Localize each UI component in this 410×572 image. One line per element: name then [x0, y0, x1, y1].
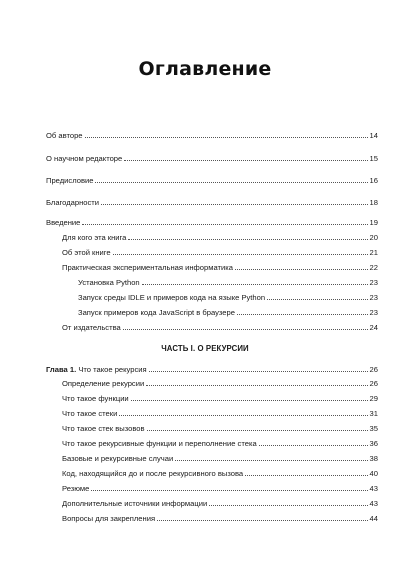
toc-entry-label: Что такое функции	[62, 394, 129, 403]
toc-entry-label: Что такое стек вызовов	[62, 424, 145, 433]
toc-entry-label: Что такое стеки	[62, 409, 118, 418]
dot-leader	[124, 160, 367, 161]
toc-entry-page: 31	[369, 409, 378, 418]
dot-leader	[157, 520, 367, 521]
dot-leader	[95, 182, 367, 183]
toc-entry	[62, 467, 378, 478]
dot-leader	[149, 371, 368, 372]
chapter-prefix: Глава 1.	[46, 365, 77, 374]
dot-leader	[147, 430, 368, 431]
toc-entry	[78, 291, 378, 302]
toc-entry-label: От издательства	[62, 323, 121, 332]
toc-entry-label: Предисловие	[46, 176, 94, 185]
dot-leader	[259, 445, 368, 446]
toc-entry	[78, 276, 378, 287]
dot-leader	[142, 284, 368, 285]
toc-entry	[78, 306, 378, 317]
dot-leader	[146, 385, 367, 386]
dot-leader	[119, 415, 367, 416]
toc-entry-page: 23	[369, 278, 378, 287]
toc-entry-label: Практическая экспериментальная информатика	[62, 263, 233, 272]
toc-entry-page: 22	[369, 263, 378, 272]
toc-entry	[62, 377, 378, 388]
toc-entry-label: Базовые и рекурсивные случаи	[62, 454, 174, 463]
toc-entry-page: 21	[369, 248, 378, 257]
toc-entry-page: 26	[369, 379, 378, 388]
toc-entry-page: 24	[369, 323, 378, 332]
toc-entry-page: 43	[369, 499, 378, 508]
toc-entry	[46, 174, 378, 185]
toc-entry-page: 36	[369, 439, 378, 448]
toc-entry-page: 44	[369, 514, 378, 523]
toc-entry-label: Об этой книге	[62, 248, 111, 257]
toc-entry	[62, 437, 378, 448]
toc-entry	[62, 407, 378, 418]
toc-entry-page: 43	[369, 484, 378, 493]
toc-entry	[62, 231, 378, 242]
toc-entry-label: Об авторе	[46, 131, 83, 140]
toc-entry	[46, 216, 378, 227]
toc-entry	[62, 261, 378, 272]
dot-leader	[175, 460, 367, 461]
toc-entry	[62, 321, 378, 332]
dot-leader	[91, 490, 367, 491]
toc-entry-page: 40	[369, 469, 378, 478]
part-header: ЧАСТЬ I. О РЕКУРСИИ	[161, 344, 249, 353]
toc-entry-page: 23	[369, 293, 378, 302]
toc-entry-label: Запуск среды IDLE и примеров кода на языке Python	[78, 293, 266, 302]
dot-leader	[209, 505, 367, 506]
toc-entry-label: Введение	[46, 218, 81, 227]
dot-leader	[131, 400, 368, 401]
toc-chapter-label	[46, 365, 147, 374]
dot-leader	[82, 224, 367, 225]
dot-leader	[113, 254, 368, 255]
toc-entry-page: 38	[369, 454, 378, 463]
toc-entry-label: Благодарности	[46, 198, 100, 207]
chapter-title: Что такое рекурсия	[76, 365, 147, 374]
toc-entry-label: Резюме	[62, 484, 90, 493]
toc-entry	[62, 246, 378, 257]
toc-entry-label: Вопросы для закрепления	[62, 514, 156, 523]
toc-entry	[62, 512, 378, 523]
toc-entry	[62, 482, 378, 493]
dot-leader	[267, 299, 367, 300]
toc-entry	[62, 497, 378, 508]
toc-entry-label: О научном редакторе	[46, 154, 123, 163]
dot-leader	[101, 204, 368, 205]
toc-entry-label: Дополнительные источники информации	[62, 499, 208, 508]
toc-chapter-entry	[46, 363, 378, 374]
toc-entry-label: Для кого эта книга	[62, 233, 127, 242]
toc-entry-page: 18	[369, 198, 378, 207]
dot-leader	[85, 137, 368, 138]
toc-entry-label: Установка Python	[78, 278, 140, 287]
dot-leader	[123, 329, 368, 330]
toc-entry	[62, 392, 378, 403]
dot-leader	[245, 475, 367, 476]
dot-leader	[237, 314, 368, 315]
toc-entry	[46, 129, 378, 140]
toc-entry-page: 35	[369, 424, 378, 433]
toc-entry	[46, 152, 378, 163]
toc-entry-page: 23	[369, 308, 378, 317]
toc-entry-label: Код, находящийся до и после рекурсивного вызова	[62, 469, 244, 478]
toc-entry-label: Что такое рекурсивные функции и переполнение стека	[62, 439, 257, 448]
toc-entry-page: 16	[369, 176, 378, 185]
toc-entry	[46, 196, 378, 207]
toc-entry-label: Определение рекурсии	[62, 379, 145, 388]
toc-entry-label: Запуск примеров кода JavaScript в браузере	[78, 308, 235, 317]
dot-leader	[128, 239, 367, 240]
dot-leader	[235, 269, 368, 270]
toc-entry-page: 14	[369, 131, 378, 140]
toc-entry-page: 20	[369, 233, 378, 242]
toc-entry-page: 29	[369, 394, 378, 403]
toc-entry-page: 15	[369, 154, 378, 163]
toc-entry	[62, 422, 378, 433]
toc-entry-page: 19	[369, 218, 378, 227]
toc-entry	[62, 452, 378, 463]
page-title: Оглавление	[138, 58, 272, 80]
toc-entry-page: 26	[369, 365, 378, 374]
